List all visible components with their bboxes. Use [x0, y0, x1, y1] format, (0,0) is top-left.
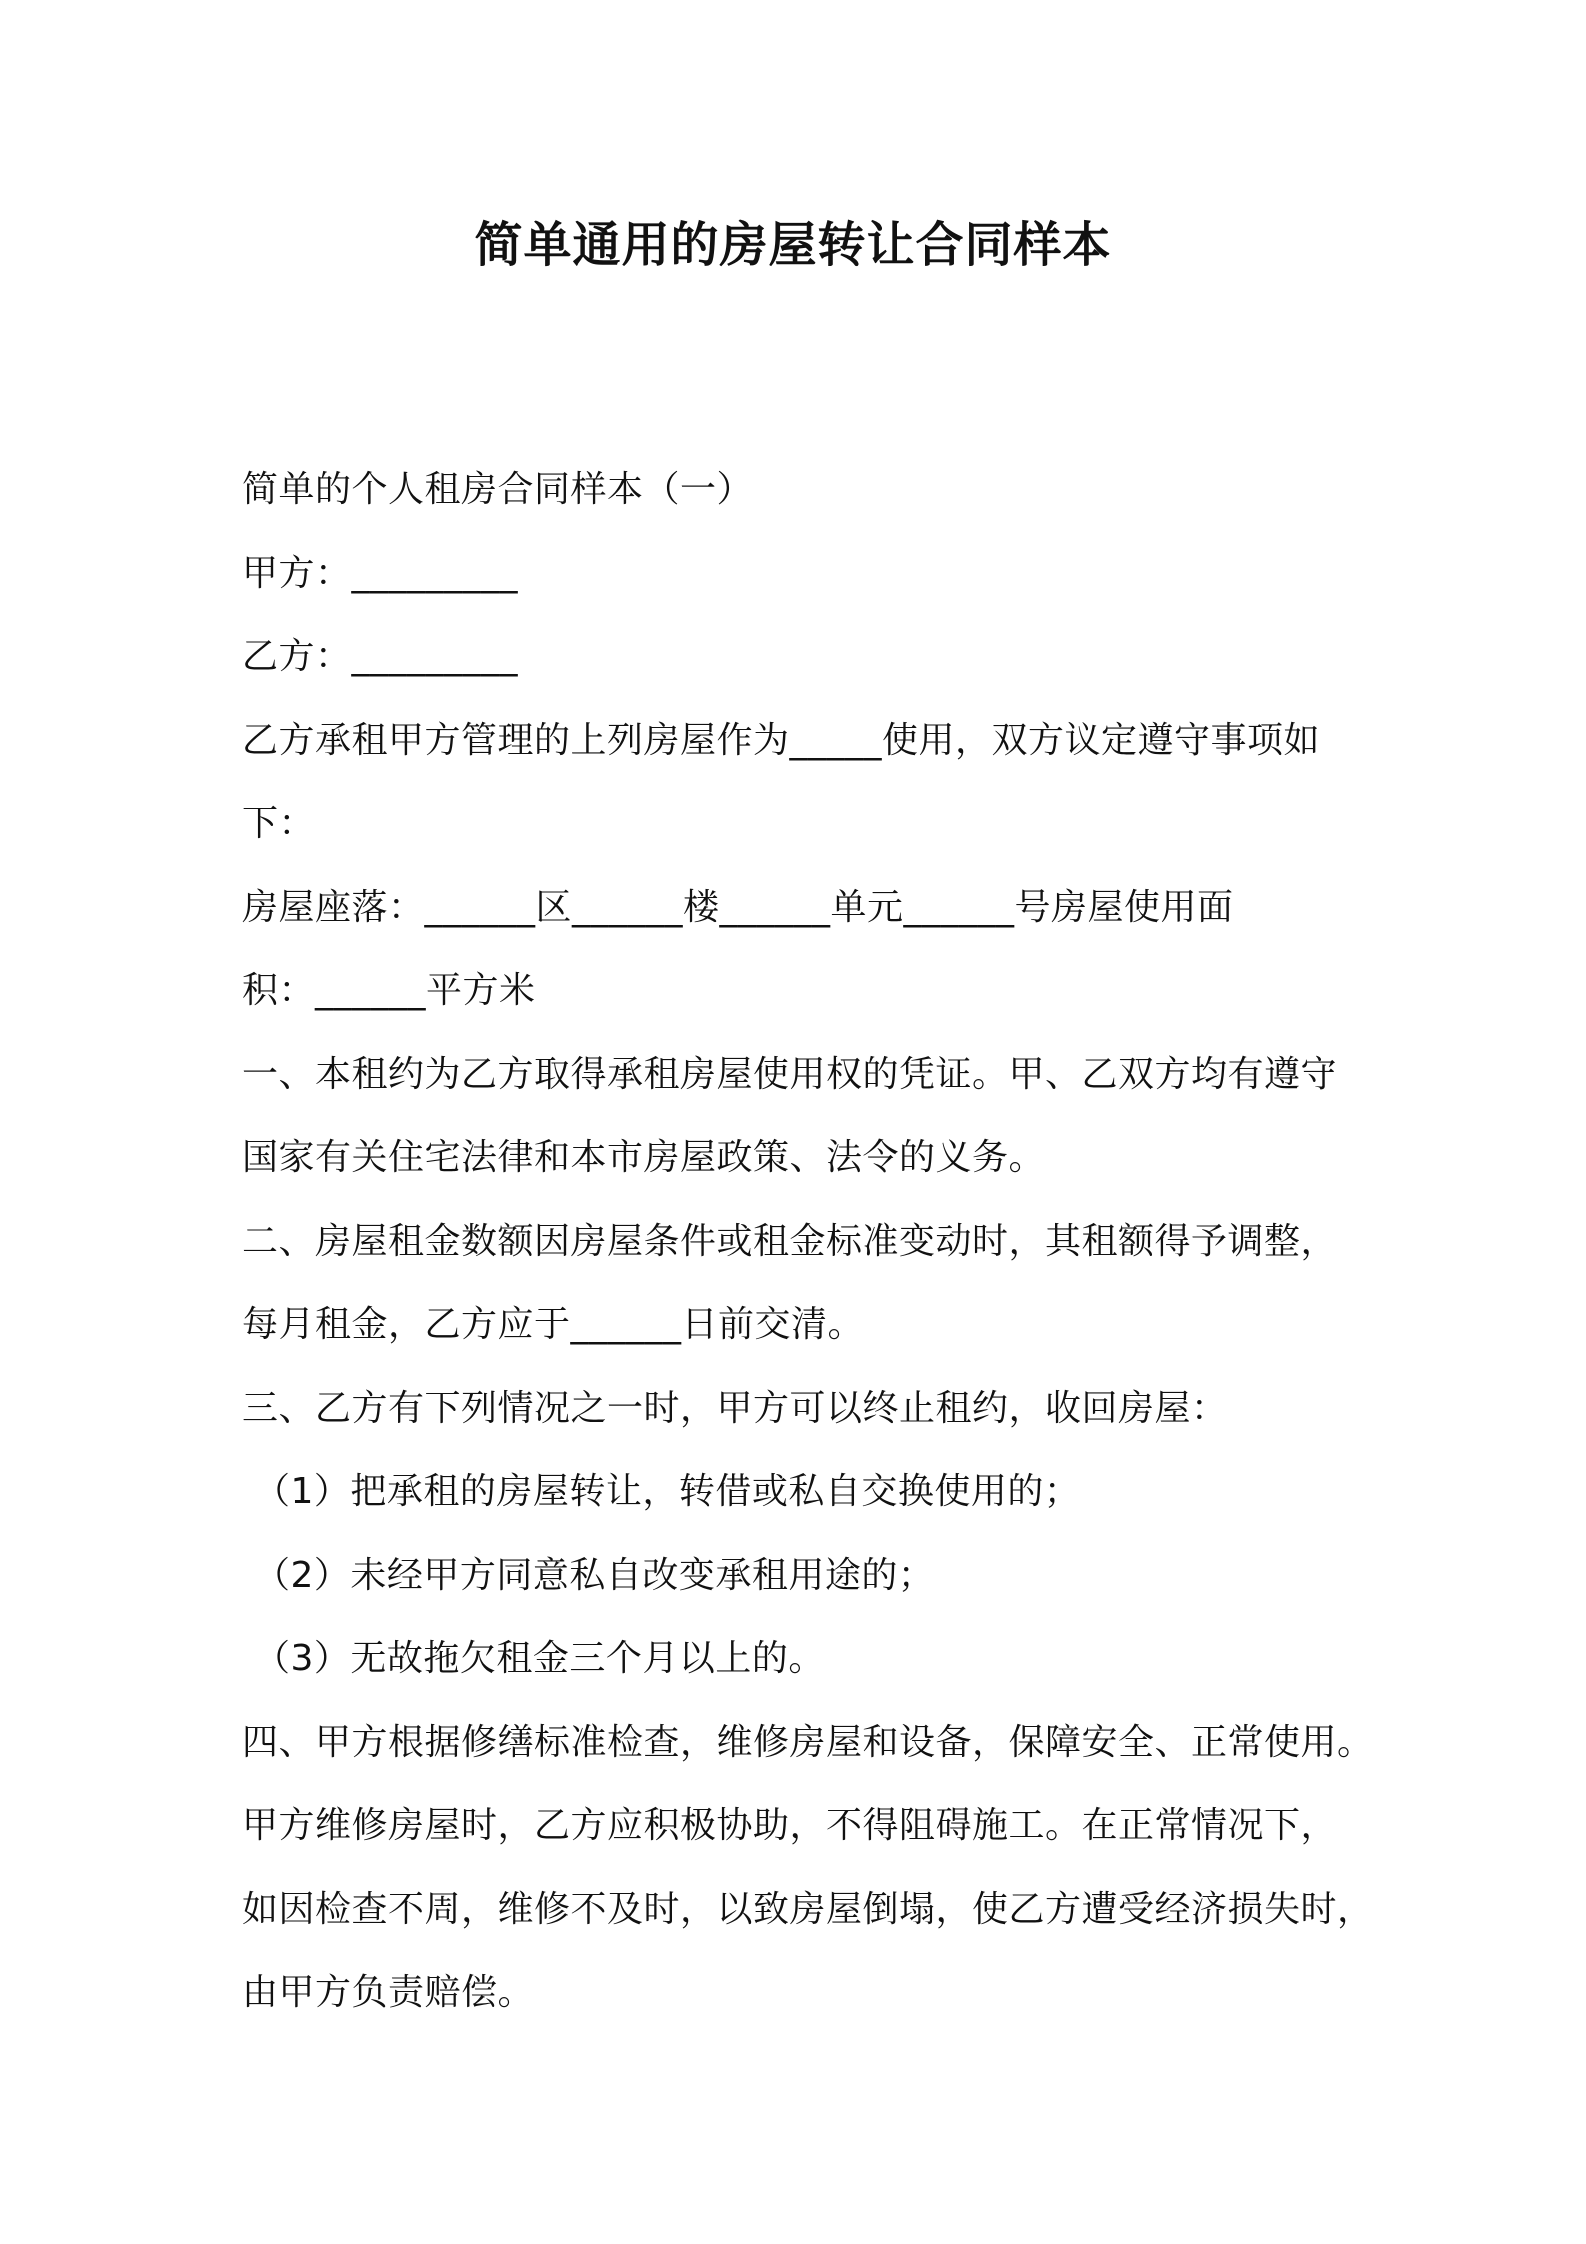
- party-b-line: 乙方：_________: [242, 636, 519, 677]
- party-a-line: 甲方：_________: [242, 552, 519, 594]
- property-location-line: 房屋座落：______区______楼______单元______号房屋使用面: [242, 886, 1234, 928]
- clause-3-line: 三、乙方有下列情况之一时，甲方可以终止租约，收回房屋：: [242, 1387, 1228, 1429]
- clause-4-line: 甲方维修房屋时，乙方应积极协助，不得阻碍施工。在正常情况下，: [242, 1805, 1338, 1846]
- clause-1-line: 国家有关住宅法律和本市房屋政策、法令的义务。: [242, 1137, 1046, 1178]
- clause-2-line: 每月租金，乙方应于______日前交清。: [242, 1304, 865, 1345]
- paragraph-line: 下：: [242, 803, 316, 844]
- clause-3-item: （1）把承租的房屋转让，转借或私自交换使用的；: [254, 1471, 1081, 1512]
- clause-4-line: 由甲方负责赔偿。: [242, 1972, 535, 2013]
- section-heading: 简单的个人租房合同样本（一）: [242, 469, 754, 510]
- clause-3-item: （2）未经甲方同意私自改变承租用途的；: [254, 1554, 935, 1596]
- clause-1-line: 一、本租约为乙方取得承租房屋使用权的凭证。甲、乙双方均有遵守: [242, 1053, 1338, 1095]
- document-title: 简单通用的房屋转让合同样本: [474, 217, 1112, 273]
- clause-4-line: 四、甲方根据修缮标准检查，维修房屋和设备，保障安全、正常使用。: [242, 1721, 1374, 1763]
- clause-4-line: 如因检查不周，维修不及时，以致房屋倒塌，使乙方遭受经济损失时，: [242, 1888, 1374, 1930]
- paragraph-line: 乙方承租甲方管理的上列房屋作为_____使用，双方议定遵守事项如: [242, 719, 1321, 761]
- property-area-line: 积：______平方米: [242, 970, 536, 1011]
- document-body: [242, 448, 1374, 2035]
- clause-3-item: （3）无故拖欠租金三个月以上的。: [254, 1638, 825, 1679]
- clause-2-line: 二、房屋租金数额因房屋条件或租金标准变动时，其租额得予调整，: [242, 1220, 1338, 1262]
